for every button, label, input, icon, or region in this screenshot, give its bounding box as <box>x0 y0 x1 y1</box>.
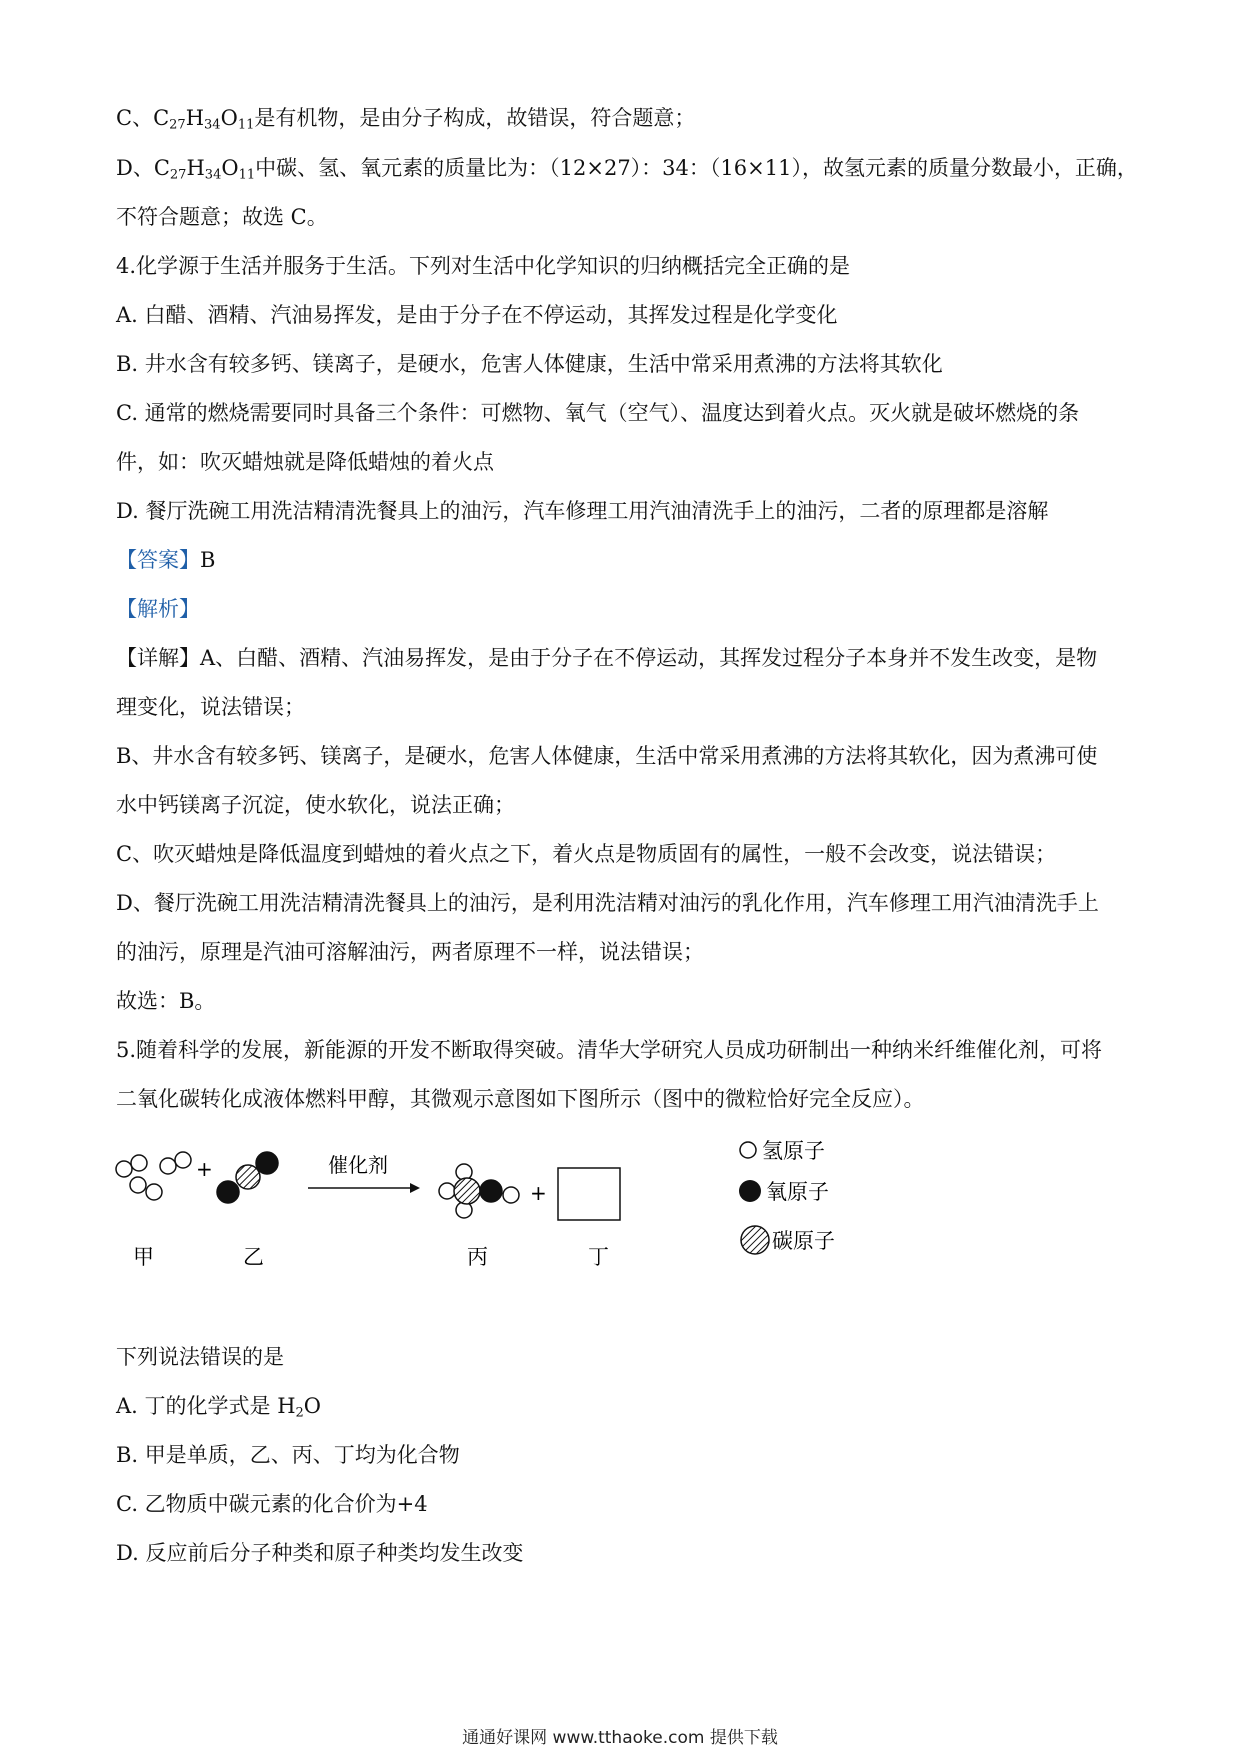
plus-sign-2: + <box>530 1181 547 1205</box>
q5-question: 下列说法错误的是 <box>116 1345 284 1369</box>
q4-detail-b: B、井水含有较多钙、镁离子，是硬水，危害人体健康，生活中常采用煮沸的方法将其软化，因为煮沸可使 <box>116 744 1098 768</box>
product-ding-box <box>558 1168 620 1220</box>
q4-detail-d: D、餐厅洗碗工用洗洁精清洗餐具上的油污，是利用洗洁精对油污的乳化作用，汽车修理工用汽油清洗手上 <box>116 891 1099 915</box>
legend-carbon: 碳原子 <box>772 1229 835 1253</box>
q5-option-c: C. 乙物质中碳元素的化合价为+4 <box>116 1492 428 1516</box>
q5-option-a: A. 丁的化学式是 $H_2O$ <box>116 1394 322 1421</box>
q4-conclusion: 故选：B。 <box>116 989 216 1013</box>
atom-legend <box>738 1130 958 1270</box>
q4-option-d: D. 餐厅洗碗工用洗洁精清洗餐具上的油污，汽车修理工用汽油清洗手上的油污，二者的原理都是溶解 <box>116 499 1049 523</box>
prev-solution-c: C、$C_{27}H_{34}O_{11}$是有机物，是由分子构成，故错误，符合题意； <box>116 106 696 133</box>
legend-hydrogen: 氢原子 <box>762 1139 825 1163</box>
label-jia: 甲 <box>133 1245 154 1269</box>
carbon-atom-icon <box>741 1226 769 1254</box>
label-ding: 丁 <box>588 1245 609 1269</box>
q4-analysis-tag: 【解析】 <box>116 597 200 621</box>
q4-option-b: B. 井水含有较多钙、镁离子，是硬水，危害人体健康，生活中常采用煮沸的方法将其软化 <box>116 352 943 376</box>
reaction-arrow <box>308 1183 420 1193</box>
q4-detail-d-cont: 的油污，原理是汽油可溶解油污，两者原理不一样，说法错误； <box>116 940 704 964</box>
catalyst-label: 催化剂 <box>328 1153 388 1177</box>
q4-detail-b-cont: 水中钙镁离子沉淀，使水软化，说法正确； <box>116 793 515 817</box>
prev-solution-d-cont: 不符合题意；故选 C。 <box>116 205 328 229</box>
reactant-jia-molecules <box>116 1152 191 1200</box>
answer-tag: 【答案】 <box>116 548 200 572</box>
q5-stem-cont: 二氧化碳转化成液体燃料甲醇，其微观示意图如下图所示（图中的微粒恰好完全反应）。 <box>116 1087 925 1111</box>
q4-option-c-cont: 件，如：吹灭蜡烛就是降低蜡烛的着火点 <box>116 450 494 474</box>
q5-option-d: D. 反应前后分子种类和原子种类均发生改变 <box>116 1541 524 1565</box>
oxygen-atom-icon <box>739 1180 761 1202</box>
reactant-yi-molecule <box>217 1152 278 1203</box>
q4-stem: 4.化学源于生活并服务于生活。下列对生活中化学知识的归纳概括完全正确的是 <box>116 254 851 278</box>
label-yi: 乙 <box>243 1245 264 1269</box>
footer-source: 通通好课网 www.tthaoke.com 提供下载 <box>462 1728 778 1748</box>
q4-detail-c: C、吹灭蜡烛是降低温度到蜡烛的着火点之下，着火点是物质固有的属性，一般不会改变，说法错误； <box>116 842 1057 866</box>
legend-oxygen: 氧原子 <box>766 1180 829 1204</box>
product-bing-molecule <box>439 1164 519 1218</box>
q4-option-c: C. 通常的燃烧需要同时具备三个条件：可燃物、氧气（空气）、温度达到着火点。灭火就是破坏燃烧的条 <box>116 401 1080 425</box>
q4-answer <box>116 546 1126 574</box>
q4-detail-a-cont: 理变化，说法错误； <box>116 695 305 719</box>
hydrogen-atom-icon <box>740 1142 756 1158</box>
q4-detail-a: 【详解】A、白醋、酒精、汽油易挥发，是由于分子在不停运动，其挥发过程分子本身并不发生改变，是物 <box>116 646 1098 670</box>
plus-sign-1: + <box>196 1157 213 1181</box>
q4-option-a: A. 白醋、酒精、汽油易挥发，是由于分子在不停运动，其挥发过程是化学变化 <box>116 303 838 327</box>
q5-option-b: B. 甲是单质，乙、丙、丁均为化合物 <box>116 1443 460 1467</box>
answer-value: B <box>200 548 216 572</box>
prev-solution-d: D、$C_{27}H_{34}O_{11}$中碳、氢、氧元素的质量比为：（12×27）：34：（16×11），故氢元素的质量分数最小，正确， <box>116 156 1138 183</box>
q5-stem: 5.随着科学的发展，新能源的开发不断取得突破。清华大学研究人员成功研制出一种纳米纤维催化剂，可将 <box>116 1038 1103 1062</box>
label-bing: 丙 <box>467 1245 488 1269</box>
